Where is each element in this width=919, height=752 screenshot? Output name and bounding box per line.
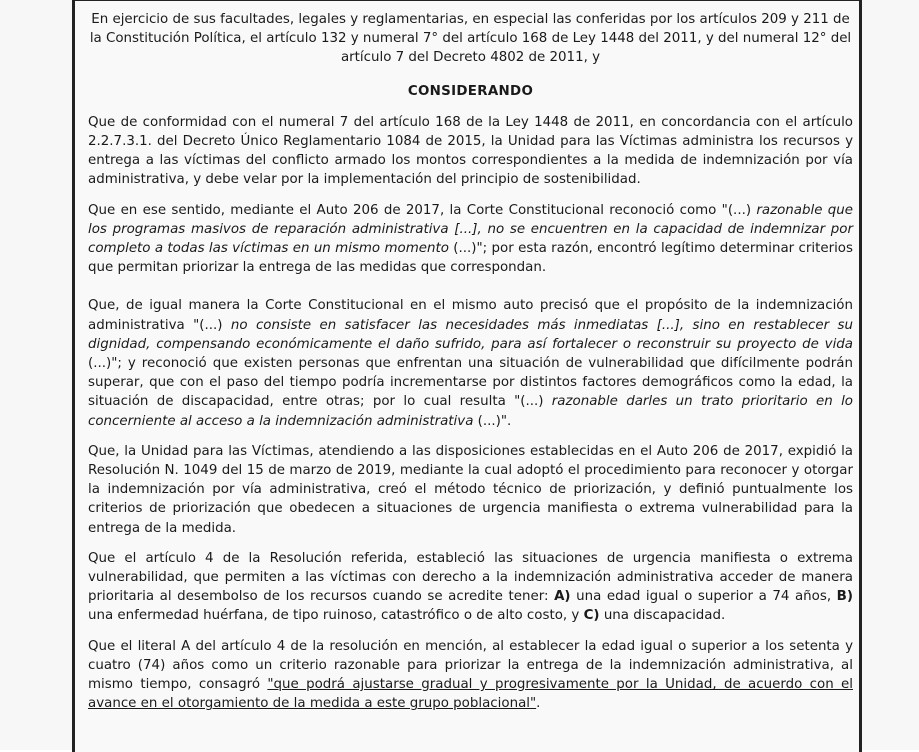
- p3-text-c: (...)"; y reconoció que existen personas que enfrentan una situación de vulnerabilidad que difícilmente podrán superar, que con el paso del tiempo podría incrementarse por distintos factores demográficos como la edad, la situación de discapacidad, entre otras; por lo cual resulta "(...): [88, 356, 853, 410]
- p6-underlined-quote: "que podrá ajustarse gradual y progresivamente por la Unidad, de acuerdo con el avance en el otorgamiento de la medida a este grupo poblacional": [88, 677, 853, 712]
- p5-text-d: una discapacidad.: [599, 608, 726, 624]
- p5-letter-a: A): [554, 589, 571, 605]
- paragraph-1: Que de conformidad con el numeral 7 del artículo 168 de la Ley 1448 de 2011, en concordancia con el artículo 2.2.7.3.1. del Decreto Único Reglamentario 1084 de 2015, la Unidad para las Víctimas administra los recursos y entrega a las víctimas del conflicto armado los montos correspondientes a la medida de indemnización por vía administrativa, y debe velar por la implementación del principio de sostenibilidad.: [88, 114, 853, 188]
- p2-text-a: Que en ese sentido, mediante el Auto 206 de 2017, la Corte Constitucional reconoció como "(...): [88, 202, 757, 218]
- paragraph-5: [88, 549, 853, 626]
- p3-italic-quote-1: no consiste en satisfacer las necesidades más inmediatas [...], sino en restablecer su dignidad, compensando económicamente el daño sufrido, para así fortalecer o reconstruir su proyecto de vida: [88, 317, 853, 352]
- paragraph-4: Que, la Unidad para las Víctimas, atendiendo a las disposiciones establecidas en el Auto 206 de 2017, expidió la Resolución N. 1049 del 15 de marzo de 2019, mediante la cual adoptó el procedimiento para reconocer y otorgar la indemnización por vía administrativa, creó el método técnico de priorización, y definió puntualmente los criterios de priorización que obedecen a situaciones de urgencia manifiesta o extrema vulnerabilidad para la entrega de la medida.: [88, 443, 853, 536]
- p3-text-e: (...)".: [473, 413, 512, 429]
- paragraph-3: [88, 296, 853, 430]
- p2-italic-quote: razonable que los programas masivos de reparación administrativa [...], no se encuentren en la capacidad de indemnizar por completo a todas las víctimas en un mismo momento: [88, 202, 853, 257]
- p5-text-b: una edad igual o superior a 74 años,: [570, 589, 837, 605]
- p2-text-c: (...)"; por esta razón, encontró legítimo determinar criterios que permitan priorizar la entrega de las medidas que correspondan.: [88, 241, 853, 276]
- paragraph-6: [88, 637, 853, 714]
- p6-text-a: Que el literal A del artículo 4 de la resolución en mención, al establecer la edad igual o superior a los setenta y cuatro (74) años como un criterio razonable para priorizar la entrega de la indemnización administrativa, al mismo tiempo, consagró: [88, 638, 853, 693]
- p6-text-c: .: [536, 696, 541, 712]
- p5-letter-b: B): [836, 589, 853, 605]
- paragraph-2: [88, 201, 853, 278]
- document-body: [88, 10, 853, 725]
- p5-text-c: una enfermedad huérfana, de tipo ruinoso, catastrófico o de alto costo, y: [88, 608, 584, 624]
- p3-italic-quote-2: razonable darles un trato prioritario en lo concerniente al acceso a la indemnización administrativa: [88, 394, 853, 429]
- section-heading: CONSIDERANDO: [407, 83, 534, 99]
- intro-paragraph: En ejercicio de sus facultades, legales y reglamentarias, en especial las conferidas por los artículos 209 y 211 de la Constitución Política, el artículo 132 y numeral 7° del artículo 168 de Ley 1448 del 2011, y del numeral 12° del artículo 7 del Decreto 4802 de 2011, y: [89, 12, 852, 66]
- p3-text-a: Que, de igual manera la Corte Constitucional en el mismo auto precisó que el propósito de la indemnización administrativa "(...): [88, 298, 853, 333]
- p5-text-a: Que el artículo 4 de la Resolución referida, estableció las situaciones de urgencia manifiesta o extrema vulnerabilidad, que permiten a las víctimas con derecho a la indemnización administrativa acceder de manera prioritaria al desembolso de los recursos cuando se acredite tener:: [88, 550, 853, 605]
- p5-letter-c: C): [583, 608, 600, 624]
